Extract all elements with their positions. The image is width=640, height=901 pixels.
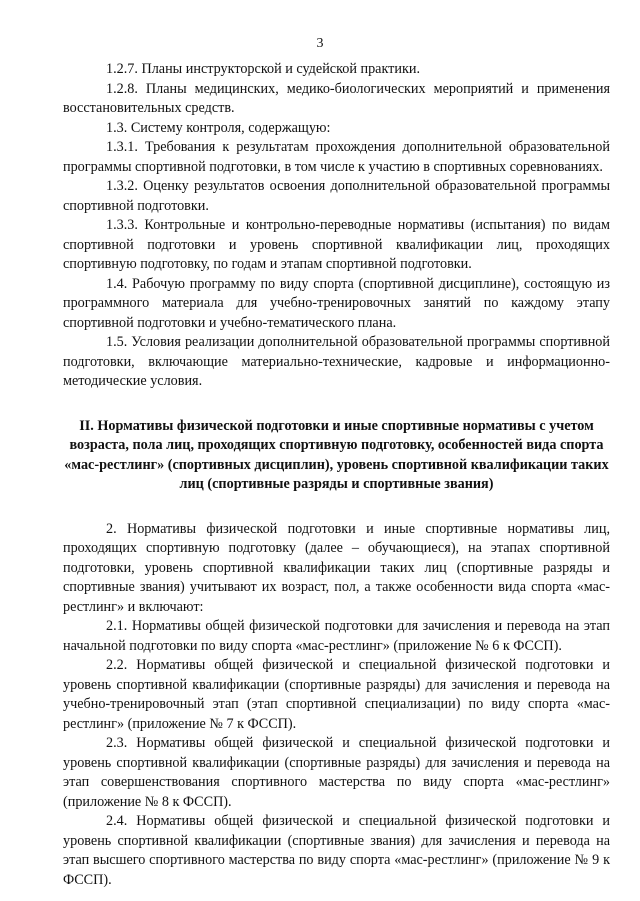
paragraph-2-1: 2.1. Нормативы общей физической подготовки для зачисления и перевода на этап начальной подготовки по виду спорта «мас-рестлинг» (приложение № 6 к ФССП).	[63, 618, 610, 654]
paragraph-2: 2. Нормативы физической подготовки и иные спортивные нормативы лиц, проходящих спортивную подготовку (далее – обучающиеся), на этапах спортивной подготовки, уровень спортивной квалификации таких лиц (спортивные разряды и спортивные звания) учитывают их возраст, пол, а также особенности вида спорта «мас-рестлинг» и включают:	[63, 520, 610, 615]
paragraph-1-3-1: 1.3.1. Требования к результатам прохождения дополнительной образовательной программы спортивной подготовки, в том числе к участию в спортивных соревнованиях.	[63, 139, 610, 175]
page-number: 3	[316, 36, 324, 51]
paragraph-1-3: 1.3. Систему контроля, содержащую:	[106, 119, 331, 136]
paragraph-1-5: 1.5. Условия реализации дополнительной образовательной программы спортивной подготовки, включающие материально-технические, кадровые и информационно-методические условия.	[63, 334, 610, 389]
paragraph-1-3-2: 1.3.2. Оценку результатов освоения дополнительной образовательной программы спортивной подготовки.	[63, 178, 610, 214]
paragraph-1-4: 1.4. Рабочую программу по виду спорта (спортивной дисциплине), состоящую из программного материала для учебно-тренировочных занятий по каждому этапу спортивной подготовки и учебно-тематического плана.	[63, 275, 610, 331]
paragraph-1-2-7: 1.2.7. Планы инструкторской и судейской практики.	[106, 61, 420, 77]
paragraph-1-3-3: 1.3.3. Контрольные и контрольно-переводные нормативы (испытания) по видам спортивной подготовки и уровень спортивной квалификации лиц, проходящих спортивную подготовку, по годам и этапам спортивной подготовки.	[63, 217, 610, 272]
document-body	[63, 60, 610, 890]
section-heading: II. Нормативы физической подготовки и иные спортивные нормативы с учетом возраста, пола лиц, проходящих спортивную подготовку, особенностей вида спорта «мас-рестлинг» (спортивных дисциплин), уровень спортивной квалификации таких лиц (спортивные разряды и спортивные звания)	[64, 417, 609, 492]
paragraph-2-4: 2.4. Нормативы общей физической и специальной физической подготовки и уровень спортивной квалификации (спортивные звания) для зачисления и перевода на этап высшего спортивного мастерства по виду спорта «мас-рестлинг» (приложение № 9 к ФССП).	[63, 813, 610, 888]
paragraph-2-3: 2.3. Нормативы общей физической и специальной физической подготовки и уровень спортивной квалификации (спортивные разряды) для зачисления и перевода на этап совершенствования спортивного мастерства по виду спорта «мас-рестлинг» (приложение № 8 к ФССП).	[63, 735, 610, 810]
paragraph-1-2-8: 1.2.8. Планы медицинских, медико-биологических мероприятий и применения восстановительных средств.	[63, 80, 610, 116]
paragraph-2-2: 2.2. Нормативы общей физической и специальной физической подготовки и уровень спортивной квалификации (спортивные разряды) для зачисления и перевода на учебно-тренировочный этап (этап спортивной специализации) по виду спорта «мас-рестлинг» (приложение № 7 к ФССП).	[63, 657, 610, 732]
